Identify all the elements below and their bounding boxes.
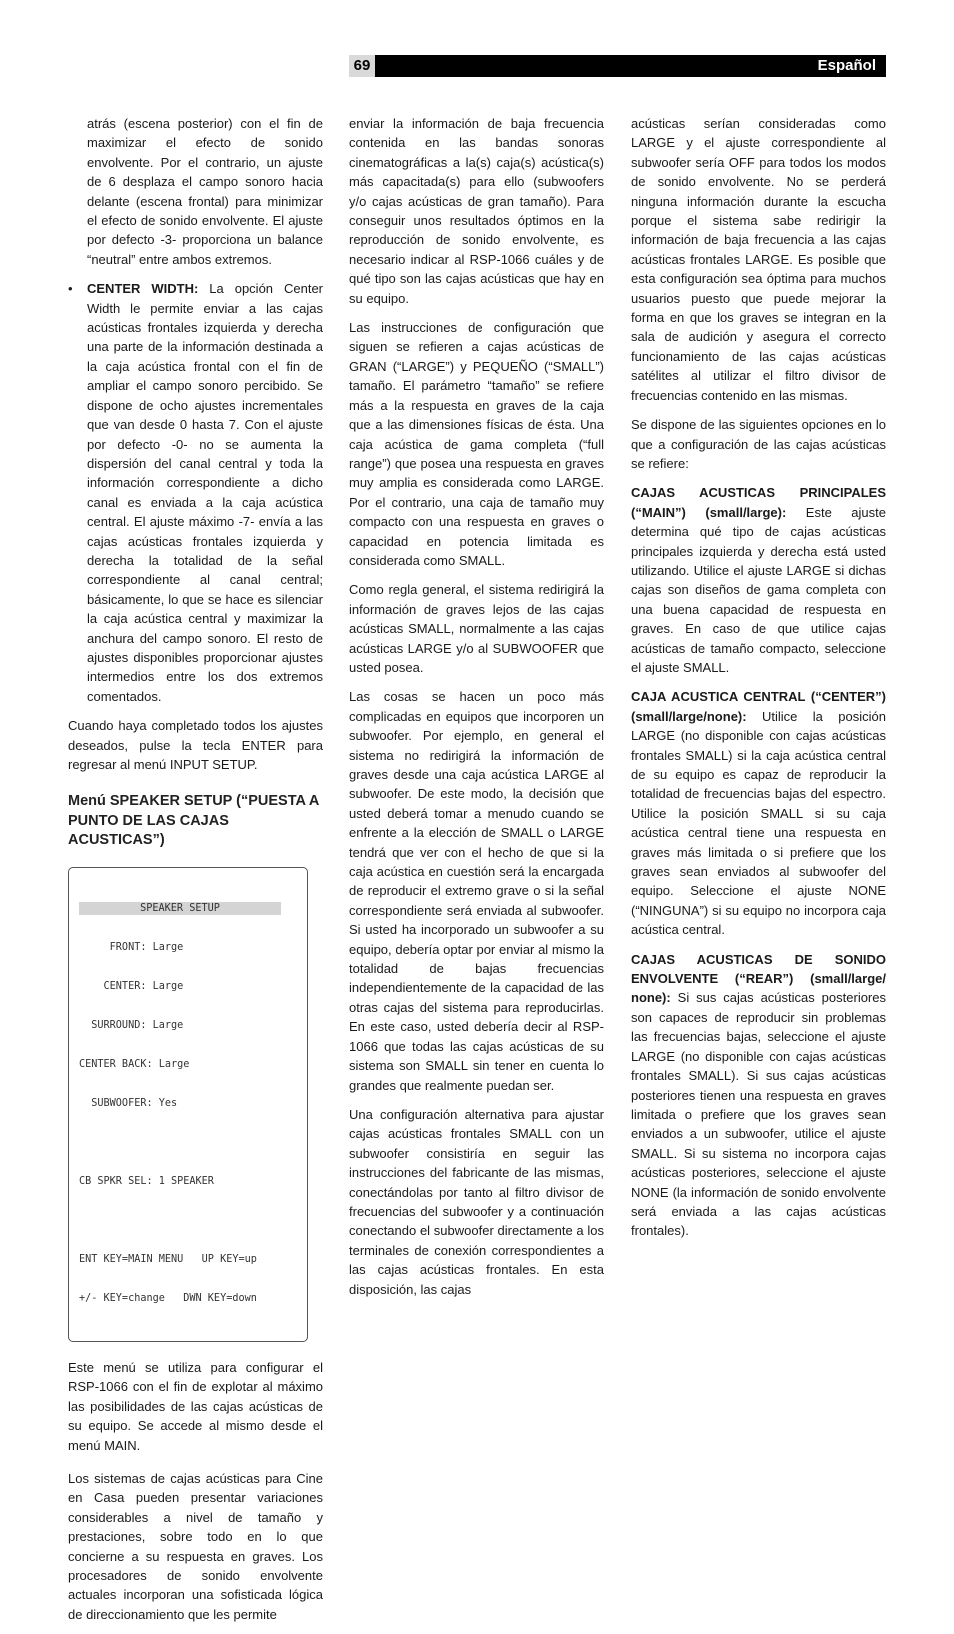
option-title: CAJAS ACUSTICAS PRINCIPALES (“MAIN”) (small/large): xyxy=(631,485,886,520)
paragraph: Las instrucciones de configuración que siguen se refieren a cajas acústicas de GRAN (“LARGE”) y PEQUEÑO (“SMALL”) tamaño. El parámetro “tamaño” se refiere más a la respuesta en graves de la caja que a las dimensiones físicas de ésta. Una caja acústica de gama completa (“full range”) que posea una respuesta en graves muy amplia es considerada como LARGE. Por el contrario, una caja de tamaño muy compacto con una respuesta en graves o capacidad en potencia limitada es considerada como SMALL. xyxy=(349,320,604,568)
paragraph: atrás (escena posterior) con el fin de maximizar el efecto de sonido envolvente. Por el contrario, un ajuste de 6 desplaza el campo sonoro hacia delante (escena frontal) para minimizar el efecto de sonido envolvente. El ajuste por defecto -3- proporciona un balance “neutral” entre ambos extremos. xyxy=(87,116,323,267)
option-text: Este ajuste determina qué tipo de cajas acústicas principales izquierda y derecha está usted utilizando. Utilice el ajuste LARGE si dichas cajas son diseños de gama completa con una buena capacidad de respuesta en graves. En caso de que utilice cajas acústicas de tamaño compacto, seleccione el ajuste SMALL. xyxy=(631,504,886,675)
option-title: CAJA ACUSTICA CENTRAL (“CENTER”) (small/large/none): xyxy=(631,689,886,724)
osd-title: SPEAKER SETUP xyxy=(79,902,281,915)
bullet-text: La opción Center Width le permite enviar a las cajas acústicas frontales izquierda y derecha una parte de la información destinada a la caja acústica frontal con el fin de ampliar el campo sonoro percibido. Se dispone de ocho ajustes incrementales que van desde 0 hasta 7. Con el ajuste por defecto -0- no se aumenta la dispersión del canal central y toda la información correspondiente a dicho canal es enviada a la caja acústica central. El ajuste máximo -7- envía a las cajas acústicas frontales izquierda y derecha la totalidad de la señal correspondiente al canal central; básicamente, lo que se hace es silenciar la caja acústica central y maximizar la anchura del campo sonoro. El resto de ajustes disponibles proporcionar ajustes intermedios entre los dos extremos comentados. xyxy=(87,281,323,704)
osd-line-center: CENTER: Large xyxy=(79,980,184,992)
section-heading: Menú SPEAKER SETUP (“PUESTA A PUNTO DE LAS CAJAS ACUSTICAS”) xyxy=(68,793,319,849)
osd-line-keys-1: ENT KEY=MAIN MENU UP KEY=up xyxy=(79,1253,257,1265)
paragraph: Una configuración alternativa para ajustar cajas acústicas frontales SMALL con un subwoofer consistiría en seguir las instrucciones del fabricante de las mismas, conectándolas por tanto al filtro divisor de frecuencias del subwoofer y a continuación conectando el subwoofer directamente a los terminales de conexión correspondientes a las cajas acústicas frontales. En esta disposición, las cajas xyxy=(349,1106,604,1297)
option-title: CAJAS ACUSTICAS DE SONIDO ENVOLVENTE (“REAR”) (small/large/ none): xyxy=(631,951,886,1006)
column-1 xyxy=(68,114,323,1634)
header-bar xyxy=(349,55,886,77)
bullet-icon: • xyxy=(68,281,73,297)
paragraph: Cuando haya completado todos los ajustes deseados, pulse la tecla ENTER para regresar al menú INPUT SETUP. xyxy=(68,718,323,772)
column-3 xyxy=(631,114,886,1251)
paragraph: Este menú se utiliza para configurar el RSP-1066 con el fin de explotar al máximo las posibilidades de las cajas acústicas de su equipo. Se accede al mismo desde el menú MAIN. xyxy=(68,1359,323,1453)
page-number: 69 xyxy=(349,55,375,77)
option-text: Utilice la posición LARGE (no disponible con cajas acústicas frontales SMALL) si la caja acústica central de su equipo es capaz de reproducir la totalidad de frecuencias bajas del espectro. Utilice la posición SMALL si su caja acústica central tiene una respuesta en graves más limitada o si prefiere que los graves sean enviados al subwoofer del equipo. Seleccione el ajuste NONE (“NINGUNA”) si su equipo no incorpora caja acústica central. xyxy=(631,708,886,938)
osd-line-center-back: CENTER BACK: Large xyxy=(79,1058,190,1070)
osd-line-keys-2: +/- KEY=change DWN KEY=down xyxy=(79,1292,257,1304)
paragraph: enviar la información de baja frecuencia contenida en las bandas sonoras cinematográficas a la(s) caja(s) acústica(s) más capacitada(s) para ello (subwoofers y/o cajas acústicas de gran tamaño). Para conseguir unos resultados óptimos en la reproducción de sonido envolvente, es necesario indicar al RSP-1066 cuáles y de qué tipo son las cajas acústicas que hay en su equipo. xyxy=(349,116,604,306)
paragraph: Los sistemas de cajas acústicas para Cine en Casa pueden presentar variaciones considerables a nivel de tamaño y prestaciones, sobre todo en lo que concierne a su respuesta en graves. Los procesadores de sonido envolvente actuales incorporan una sofisticada lógica de direccionamiento que les permite xyxy=(68,1470,323,1622)
language-label: Español xyxy=(817,57,876,74)
osd-line-front: FRONT: Large xyxy=(79,941,184,953)
option-main xyxy=(631,483,886,677)
osd-blank xyxy=(79,1214,299,1227)
bullet-item-center-width xyxy=(68,279,323,706)
paragraph: Las cosas se hacen un poco más complicadas en equipos que incorporen un subwoofer. Por ejemplo, en general el sistema no redirigirá la información de graves desde una caja acústica LARGE al subwoofer. De este modo, la decisión que usted deberá tomar a menudo cuando se enfrente a la elección de SMALL o LARGE tendrá que ver con el hecho de que si la caja acústica en cuestión será la encargada de reproducir el extremo grave o si la señal correspondiente será enviada al subwoofer. Si usted ha incorporado un subwoofer a su equipo, debería optar por enviar al mismo la totalidad de bajas frecuencias independientemente de la capacidad de las otras cajas del sistema para reproducirlas. En este caso, usted debería decir al RSP-1066 que todas las cajas acústicas de su sistema son SMALL sin tener en cuenta lo grandes que realmente puedan ser. xyxy=(349,689,604,1093)
osd-line-cb-spkr-sel: CB SPKR SEL: 1 SPEAKER xyxy=(79,1175,214,1187)
paragraph: acústicas serían consideradas como LARGE y el ajuste correspondiente al subwoofer sería OFF para todos los modos de sonido envolvente. No se perderá ninguna información durante la escucha porque el sistema sabe redirigir la información de baja frecuencia a las cajas acústicas frontales LARGE. Es posible que esta configuración sea óptima para muchos usuarios puesto que puede mejorar la forma en que los graves se integran en la sala de audición y asegura el correcto funcionamiento de las cajas acústicas satélites al utilizar el filtro divisor de frecuencias contenido en las mismas. xyxy=(631,116,886,403)
paragraph: Se dispone de las siguientes opciones en lo que a configuración de las cajas acústicas se refiere: xyxy=(631,417,886,471)
osd-line-surround: SURROUND: Large xyxy=(79,1019,184,1031)
option-center xyxy=(631,687,886,939)
osd-screen xyxy=(68,867,308,1342)
osd-blank xyxy=(79,1136,299,1149)
option-text: Si sus cajas acústicas posteriores son capaces de reproducir sin problemas las frecuencias bajas, seleccione el ajuste LARGE (no disponible con cajas acústicas frontales SMALL). Si sus cajas acústicas posteriores tienen una respuesta en graves limitada o prefiere que los graves sean enviados a un subwoofer, utilice el ajuste SMALL. Si su sistema no incorpora cajas acústicas posteriores, seleccione el ajuste NONE (la información de sonido envolvente será enviada a las cajas acústicas frontales). xyxy=(631,990,886,1239)
column-2 xyxy=(349,114,604,1309)
paragraph: Como regla general, el sistema redirigirá la información de graves lejos de las cajas acústicas SMALL, normalmente a las cajas acústicas LARGE y/o al SUBWOOFER que usted posea. xyxy=(349,582,604,675)
osd-line-subwoofer: SUBWOOFER: Yes xyxy=(79,1097,178,1109)
bullet-title: CENTER WIDTH: xyxy=(87,281,199,297)
option-rear xyxy=(631,950,886,1241)
